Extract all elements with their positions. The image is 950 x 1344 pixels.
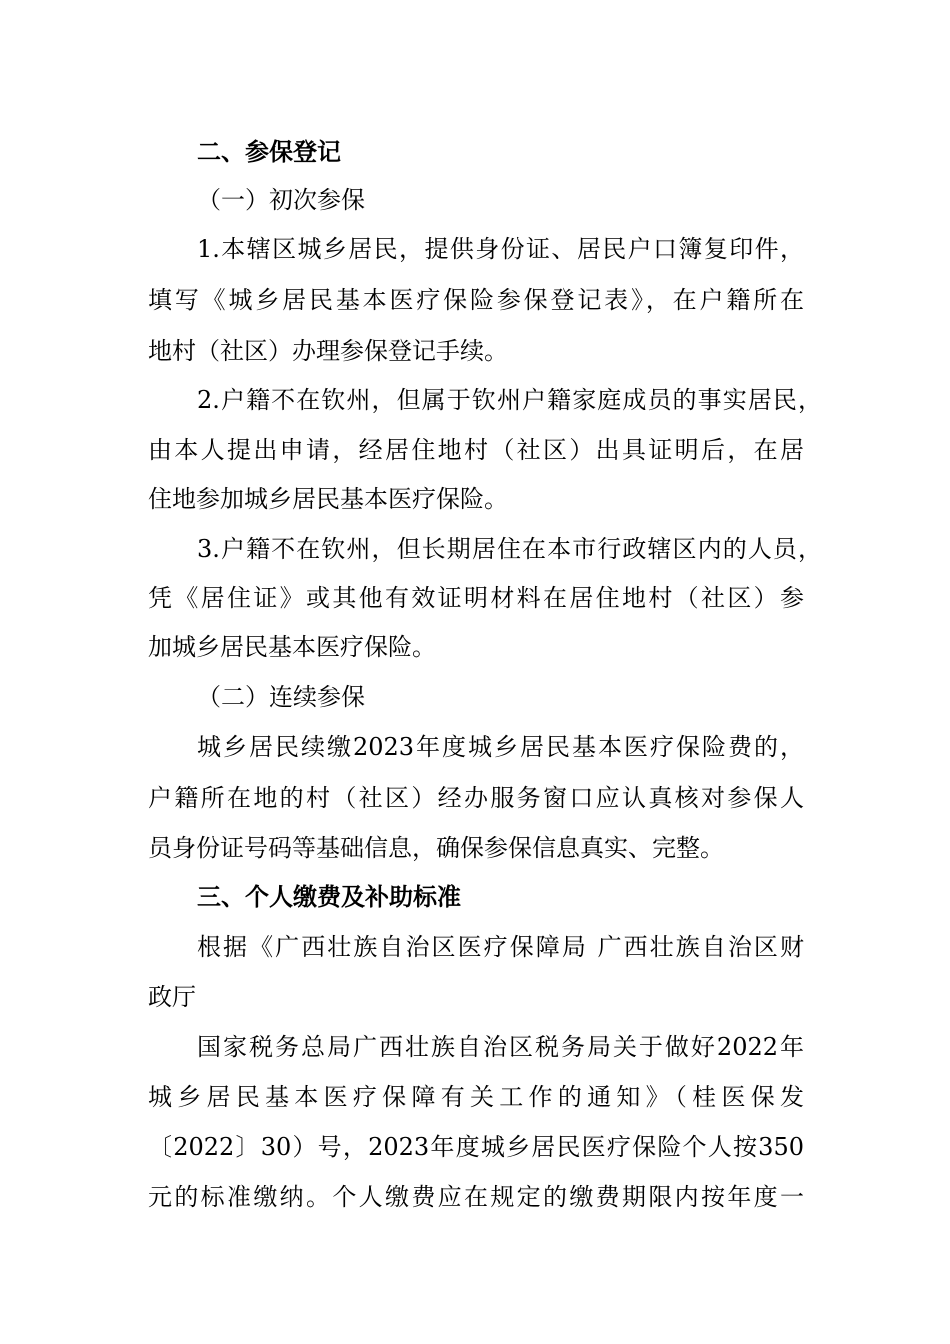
paragraph-line: 根据《广西壮族自治区医疗保障局 广西壮族自治区财 (197, 933, 804, 961)
paragraph-line: 户籍所在地的村（社区）经办服务窗口应认真核对参保人 (148, 784, 804, 812)
subsection-title-continued-enrollment: （二）连续参保 (197, 683, 365, 711)
paragraph-line: 2.户籍不在钦州，但属于钦州户籍家庭成员的事实居民， (197, 386, 822, 414)
paragraph-line: 〔2022〕30）号，2023年度城乡居民医疗保险个人按350 (148, 1133, 804, 1161)
paragraph-line: 住地参加城乡居民基本医疗保险。 (148, 485, 508, 513)
paragraph-line: 地村（社区）办理参保登记手续。 (148, 337, 508, 365)
paragraph-line: 城乡居民基本医疗保障有关工作的通知》（桂医保发 (148, 1083, 804, 1111)
paragraph-line: 填写《城乡居民基本医疗保险参保登记表》，在户籍所在 (148, 286, 804, 314)
paragraph-line: 3.户籍不在钦州，但长期居住在本市行政辖区内的人员， (197, 535, 822, 563)
paragraph-line: 1.本辖区城乡居民，提供身份证、居民户口簿复印件， (197, 235, 804, 263)
paragraph-line: 政厅 (148, 983, 196, 1011)
paragraph-line: 城乡居民续缴2023年度城乡居民基本医疗保险费的， (197, 733, 804, 761)
section-heading-registration: 二、参保登记 (197, 138, 341, 166)
section-heading-payment-standards: 三、个人缴费及补助标准 (197, 883, 461, 911)
paragraph-line: 加城乡居民基本医疗保险。 (148, 633, 436, 661)
paragraph-line: 由本人提出申请，经居住地村（社区）出具证明后，在居 (148, 436, 804, 464)
paragraph-line: 国家税务总局广西壮族自治区税务局关于做好2022年 (197, 1033, 804, 1061)
paragraph-line: 凭《居住证》或其他有效证明材料在居住地村（社区）参 (148, 584, 804, 612)
paragraph-line: 元的标准缴纳。个人缴费应在规定的缴费期限内按年度一 (148, 1183, 804, 1211)
subsection-title-initial-enrollment: （一）初次参保 (197, 186, 365, 214)
paragraph-line: 员身份证号码等基础信息，确保参保信息真实、完整。 (148, 834, 724, 862)
